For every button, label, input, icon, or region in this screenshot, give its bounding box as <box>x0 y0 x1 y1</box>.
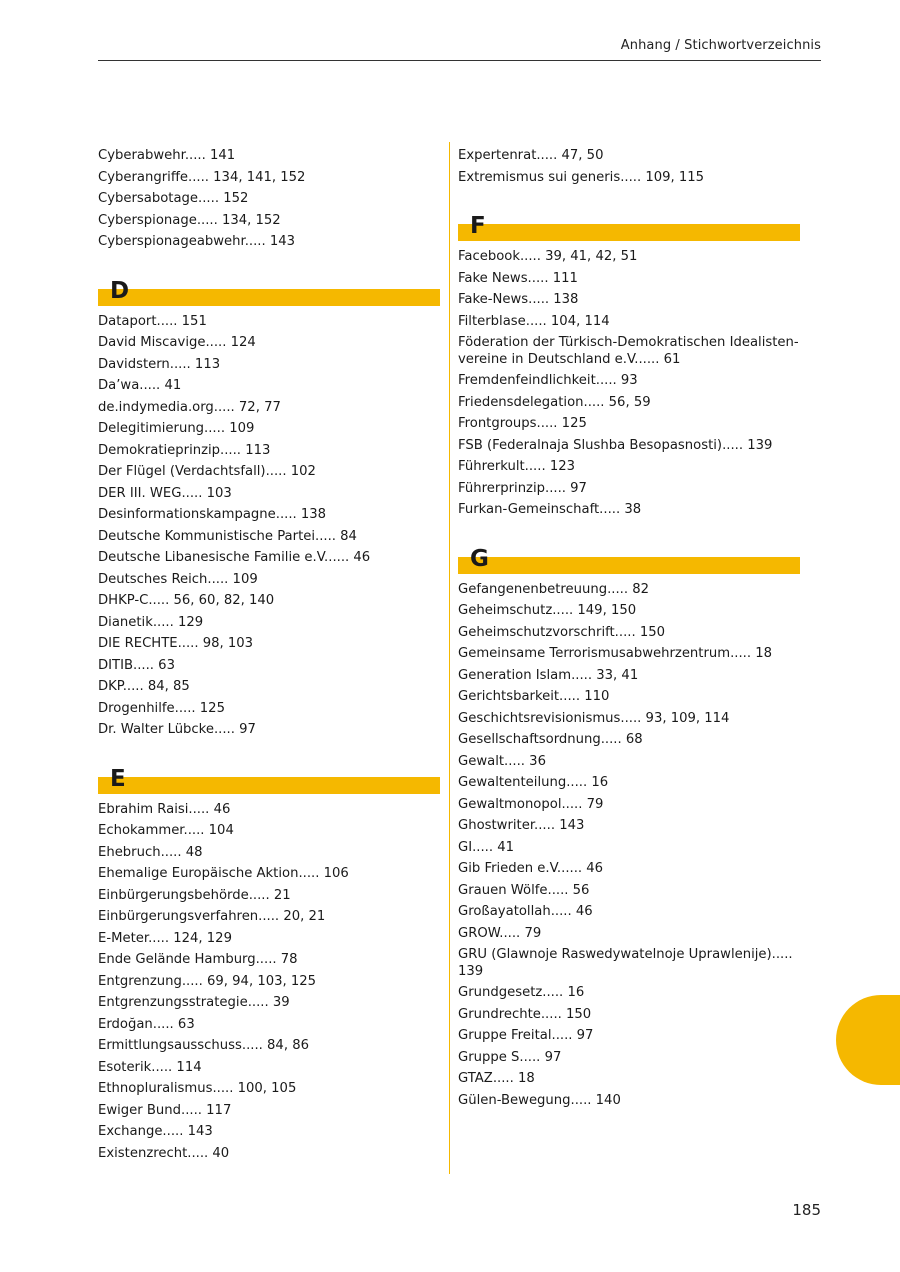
index-entry: DKP..... 84, 85 <box>98 679 190 694</box>
page-number: 185 <box>792 1201 821 1219</box>
index-entry: E-Meter..... 124, 129 <box>98 930 232 946</box>
index-entry: Ethnopluralismus..... 100, 105 <box>98 1081 297 1096</box>
index-entry: Delegitimierung..... 109 <box>98 421 255 436</box>
index-entry: Fake News..... 111 <box>458 270 578 286</box>
index-entry: Drogenhilfe..... 125 <box>98 700 225 716</box>
index-entry: Ehemalige Europäische Aktion..... 106 <box>98 866 349 881</box>
index-entry: Cyberangriffe..... 134, 141, 152 <box>98 169 306 185</box>
index-entry: GRU (Glawnoje Raswedywatelnoje Uprawlenije)..... 139 <box>458 947 793 979</box>
index-entry: David Miscavige..... 124 <box>98 335 256 350</box>
index-entry: Gewalt..... 36 <box>458 753 546 769</box>
index-entry: Fremdenfeindlichkeit..... 93 <box>458 373 638 388</box>
index-entry: Gemeinsame Terrorismusabwehrzentrum..... 18 <box>458 646 773 661</box>
index-entry: Cybersabotage..... 152 <box>98 191 249 206</box>
index-entry: Expertenrat..... 47, 50 <box>458 148 604 163</box>
index-entry: Gruppe S..... 97 <box>458 1049 562 1065</box>
index-entry: Grundgesetz..... 16 <box>458 985 585 1000</box>
index-entry: GTAZ..... 18 <box>458 1071 535 1086</box>
index-entry: Deutsche Libanesische Familie e.V...... 46 <box>98 550 371 565</box>
index-entry: Furkan-Gemeinschaft..... 38 <box>458 502 642 517</box>
index-entry: Gesellschaftsordnung..... 68 <box>458 732 643 747</box>
index-entry: Desinformationskampagne..... 138 <box>98 507 327 522</box>
index-entry: Ghostwriter..... 143 <box>458 818 585 833</box>
running-header: Anhang / Stichwortverzeichnis <box>620 38 821 53</box>
index-entry: Einbürgerungsverfahren..... 20, 21 <box>98 909 326 924</box>
section-header-g <box>458 545 800 575</box>
index-entry: Gefangenenbetreuung..... 82 <box>458 581 650 597</box>
right-column <box>458 145 800 1111</box>
index-entry: Davidstern..... 113 <box>98 356 221 372</box>
index-entry: Extremismus sui generis..... 109, 115 <box>458 169 705 185</box>
index-entry: Existenzrecht..... 40 <box>98 1145 230 1161</box>
index-entry: Gib Frieden e.V...... 46 <box>458 861 604 876</box>
index-entry: Erdoğan..... 63 <box>98 1016 195 1032</box>
index-entry: FSB (Federalnaja Slushba Besopasnosti)..... 139 <box>458 437 773 453</box>
index-entry: Fake-News..... 138 <box>458 292 579 307</box>
index-entry: Frontgroups..... 125 <box>458 416 587 431</box>
index-entry: Geschichtsrevisionismus..... 93, 109, 114 <box>458 710 730 726</box>
section-letter: E <box>110 765 126 792</box>
section-header-e <box>98 765 440 795</box>
index-entry: Cyberspionageabwehr..... 143 <box>98 234 296 249</box>
index-entry: Führerkult..... 123 <box>458 459 575 474</box>
left-column <box>98 145 440 1164</box>
index-entry: Esoterik..... 114 <box>98 1059 202 1075</box>
index-entry: Gerichtsbarkeit..... 110 <box>458 689 610 704</box>
column-divider <box>449 142 450 1174</box>
index-entry: DER III. WEG..... 103 <box>98 485 232 501</box>
index-entry: Einbürgerungsbehörde..... 21 <box>98 887 291 903</box>
section-bar <box>98 777 440 794</box>
index-entry: Cyberabwehr..... 141 <box>98 148 236 163</box>
index-entry: Der Flügel (Verdachtsfall)..... 102 <box>98 464 316 479</box>
index-entry: Generation Islam..... 33, 41 <box>458 667 639 683</box>
index-entry: Echokammer..... 104 <box>98 823 234 838</box>
section-bar <box>98 289 440 306</box>
index-entry: Friedensdelegation..... 56, 59 <box>458 394 651 410</box>
index-entry: Großayatollah..... 46 <box>458 904 593 919</box>
index-entry: Ermittlungsausschuss..... 84, 86 <box>98 1038 309 1053</box>
index-entry: DHKP-C..... 56, 60, 82, 140 <box>98 593 275 608</box>
index-entry: Deutsche Kommunistische Partei..... 84 <box>98 528 357 544</box>
index-entry: Gewaltmonopol..... 79 <box>458 796 604 812</box>
index-entry: Dianetik..... 129 <box>98 614 204 630</box>
section-letter: G <box>470 545 489 572</box>
section-bar <box>458 557 800 574</box>
section-header-f <box>458 212 800 242</box>
index-entry: Dr. Walter Lübcke..... 97 <box>98 722 256 737</box>
index-entry: Deutsches Reich..... 109 <box>98 571 258 587</box>
index-entry: GROW..... 79 <box>458 925 542 941</box>
section-letter: D <box>110 277 130 304</box>
index-entry: Facebook..... 39, 41, 42, 51 <box>458 249 638 264</box>
index-entry: Cyberspionage..... 134, 152 <box>98 212 281 228</box>
index-entry: Entgrenzungsstrategie..... 39 <box>98 995 290 1010</box>
index-entry: Gewaltenteilung..... 16 <box>458 775 609 790</box>
index-entry: Exchange..... 143 <box>98 1124 213 1139</box>
index-entry: Führerprinzip..... 97 <box>458 480 587 496</box>
index-entry: Grundrechte..... 150 <box>458 1006 592 1022</box>
index-entry: Föderation der Türkisch-Demokratischen Idealisten-vereine in Deutschland e.V...... 61 <box>458 335 799 367</box>
index-entry: de.indymedia.org..... 72, 77 <box>98 399 281 415</box>
index-entry: Filterblase..... 104, 114 <box>458 313 610 329</box>
section-header-d <box>98 277 440 307</box>
index-entry: Geheimschutzvorschrift..... 150 <box>458 624 666 640</box>
index-entry: GI..... 41 <box>458 839 515 855</box>
index-entry: Demokratieprinzip..... 113 <box>98 442 271 458</box>
index-entry: Geheimschutz..... 149, 150 <box>458 603 637 618</box>
section-letter: F <box>470 213 486 239</box>
index-entry: Dataport..... 151 <box>98 313 207 329</box>
index-entry: Ehebruch..... 48 <box>98 844 203 860</box>
index-entry: Grauen Wölfe..... 56 <box>458 882 590 898</box>
index-entry: Gülen-Bewegung..... 140 <box>458 1092 621 1108</box>
index-entry: Ebrahim Raisi..... 46 <box>98 801 231 817</box>
header-rule <box>98 60 821 61</box>
index-entry: Ewiger Bund..... 117 <box>98 1102 232 1118</box>
section-bar <box>458 224 800 241</box>
index-entry: Ende Gelände Hamburg..... 78 <box>98 952 298 967</box>
thumb-index-tab <box>836 995 900 1085</box>
index-entry: Da’wa..... 41 <box>98 378 182 393</box>
index-entry: DIE RECHTE..... 98, 103 <box>98 636 254 651</box>
index-entry: Gruppe Freital..... 97 <box>458 1028 594 1043</box>
index-entry: Entgrenzung..... 69, 94, 103, 125 <box>98 973 317 989</box>
index-entry: DITIB..... 63 <box>98 657 175 673</box>
